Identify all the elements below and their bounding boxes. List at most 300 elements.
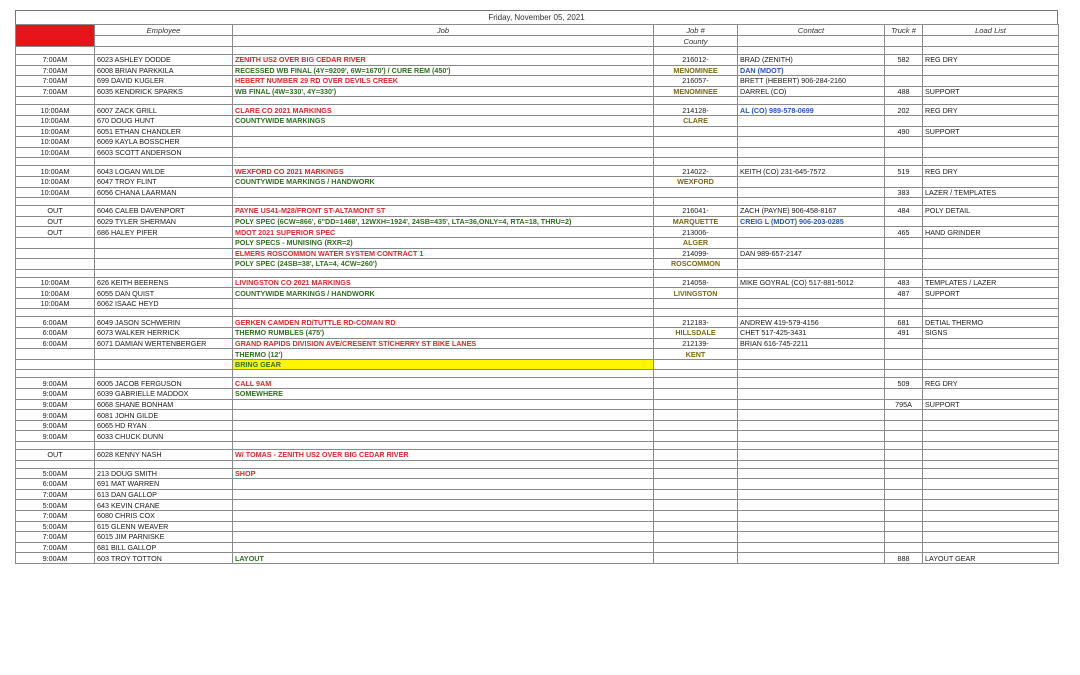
time-cell: 10:00AM — [16, 176, 95, 187]
job-cell: GERKEN CAMDEN RD/TUTTLE RD-COMAN RD — [233, 317, 654, 328]
truck-cell: 795A — [885, 399, 923, 410]
truck-cell — [885, 298, 923, 309]
truck-cell: 383 — [885, 187, 923, 198]
time-cell — [16, 248, 95, 259]
load-list-cell: REG DRY — [923, 105, 1059, 116]
jobnum-cell: 214128- — [654, 105, 738, 116]
job-cell — [233, 97, 654, 105]
contact-cell — [738, 370, 885, 378]
time-cell — [16, 349, 95, 360]
truck-cell: 487 — [885, 288, 923, 299]
job-cell — [233, 399, 654, 410]
time-cell: 9:00AM — [16, 410, 95, 421]
employee-cell: 6029 TYLER SHERMAN — [95, 216, 233, 227]
time-cell: OUT — [16, 216, 95, 227]
load-list-cell — [923, 349, 1059, 360]
employee-cell — [95, 97, 233, 105]
jobnum-cell — [654, 500, 738, 511]
load-list-cell — [923, 521, 1059, 532]
load-list-cell — [923, 460, 1059, 468]
time-cell — [16, 269, 95, 277]
employee-header: Employee — [95, 25, 233, 36]
job-cell — [233, 431, 654, 442]
jobnum-cell — [654, 431, 738, 442]
truck-cell: 490 — [885, 126, 923, 137]
time-cell: 10:00AM — [16, 277, 95, 288]
jobnum-cell: 214022- — [654, 166, 738, 177]
table-row — [16, 147, 1059, 158]
jobnum-cell: MENOMINEE — [654, 86, 738, 97]
contact-cell — [738, 431, 885, 442]
job-cell — [233, 187, 654, 198]
load-list-cell — [923, 431, 1059, 442]
jobnum-cell — [654, 532, 738, 543]
truck-cell — [885, 468, 923, 479]
contact-cell — [738, 309, 885, 317]
truck-cell — [885, 338, 923, 349]
load-list-cell: SUPPORT — [923, 399, 1059, 410]
employee-cell: 6068 SHANE BONHAM — [95, 399, 233, 410]
load-list-cell — [923, 137, 1059, 148]
job-cell: THERMO RUMBLES (475') — [233, 328, 654, 339]
time-cell: 10:00AM — [16, 298, 95, 309]
load-list-cell — [923, 420, 1059, 431]
contact-cell — [738, 298, 885, 309]
job-cell — [233, 442, 654, 450]
load-list-cell — [923, 269, 1059, 277]
time-cell: 6:00AM — [16, 328, 95, 339]
employee-cell: 6055 DAN QUIST — [95, 288, 233, 299]
jobnum-cell — [654, 370, 738, 378]
contact-cell — [738, 126, 885, 137]
job-cell — [233, 479, 654, 490]
spacer-row — [16, 442, 1059, 450]
load-list-cell — [923, 468, 1059, 479]
load-list-cell — [923, 442, 1059, 450]
contact-cell — [738, 500, 885, 511]
table-row — [16, 553, 1059, 564]
employee-cell: 643 KEVIN CRANE — [95, 500, 233, 511]
job-cell: GRAND RAPIDS DIVISION AVE/CRESENT ST/CHERRY ST BIKE LANES — [233, 338, 654, 349]
load-list-cell — [923, 489, 1059, 500]
load-list-cell — [923, 97, 1059, 105]
contact-cell: BRETT (HEBERT) 906-284-2160 — [738, 76, 885, 87]
job-cell: ELMERS ROSCOMMON WATER SYSTEM CONTRACT 1 — [233, 248, 654, 259]
table-row — [16, 86, 1059, 97]
table-row — [16, 399, 1059, 410]
time-cell: 7:00AM — [16, 542, 95, 553]
time-cell: 9:00AM — [16, 420, 95, 431]
job-cell: MDOT 2021 SUPERIOR SPEC — [233, 227, 654, 238]
job-cell — [233, 47, 654, 55]
time-cell — [16, 309, 95, 317]
time-cell: 7:00AM — [16, 86, 95, 97]
load-list-cell — [923, 47, 1059, 55]
time-cell: 9:00AM — [16, 553, 95, 564]
contact-cell — [738, 187, 885, 198]
employee-cell: 6023 ASHLEY DODDE — [95, 55, 233, 66]
spacer-row — [16, 460, 1059, 468]
employee-cell: 6035 KENDRICK SPARKS — [95, 86, 233, 97]
load-list-cell — [923, 542, 1059, 553]
employee-cell: 6081 JOHN GILDE — [95, 410, 233, 421]
time-cell: 10:00AM — [16, 105, 95, 116]
job-cell — [233, 269, 654, 277]
table-row — [16, 176, 1059, 187]
load-list-cell — [923, 115, 1059, 126]
time-cell: 7:00AM — [16, 510, 95, 521]
jobnum-cell — [654, 137, 738, 148]
spacer-row — [16, 97, 1059, 105]
table-row — [16, 237, 1059, 248]
contact-cell — [738, 97, 885, 105]
contact-header: Contact — [738, 25, 885, 36]
time-cell: 5:00AM — [16, 521, 95, 532]
table-row — [16, 206, 1059, 217]
employee-cell — [95, 460, 233, 468]
contact-cell — [738, 288, 885, 299]
spacer-row — [16, 269, 1059, 277]
table-row — [16, 489, 1059, 500]
table-row — [16, 542, 1059, 553]
employee-cell — [95, 442, 233, 450]
load-list-cell — [923, 309, 1059, 317]
truck-cell — [885, 521, 923, 532]
jobnum-cell: 214099- — [654, 248, 738, 259]
employee-cell: 6047 TROY FLINT — [95, 176, 233, 187]
sheet-date: Friday, November 05, 2021 — [15, 10, 1058, 24]
contact-cell — [738, 198, 885, 206]
job-cell — [233, 158, 654, 166]
truck-cell: 582 — [885, 55, 923, 66]
table-row — [16, 521, 1059, 532]
employee-cell — [95, 237, 233, 248]
truck-cell — [885, 542, 923, 553]
jobnum-cell — [654, 489, 738, 500]
job-cell: SOMEWHERE — [233, 389, 654, 400]
truck-cell: 488 — [885, 86, 923, 97]
employee-cell: 6069 KAYLA BOSSCHER — [95, 137, 233, 148]
load-list-cell — [923, 216, 1059, 227]
table-row — [16, 420, 1059, 431]
time-cell — [16, 259, 95, 270]
contact-cell — [738, 237, 885, 248]
job-cell — [233, 298, 654, 309]
spacer-row — [16, 158, 1059, 166]
contact-cell — [738, 158, 885, 166]
job-cell — [233, 420, 654, 431]
table-row — [16, 166, 1059, 177]
employee-cell: 6603 SCOTT ANDERSON — [95, 147, 233, 158]
jobnum-cell: 216057- — [654, 76, 738, 87]
load-list-cell: DETIAL THERMO — [923, 317, 1059, 328]
contact-cell: DAN (MDOT) — [738, 65, 885, 76]
load-list-cell — [923, 158, 1059, 166]
job-cell: CALL 9AM — [233, 378, 654, 389]
jobnum-cell: ALGER — [654, 237, 738, 248]
contact-cell — [738, 349, 885, 360]
contact-cell: ANDREW 419-579-4156 — [738, 317, 885, 328]
county-header: County — [654, 36, 738, 47]
contact-cell — [738, 259, 885, 270]
load-list-cell — [923, 298, 1059, 309]
truck-cell — [885, 389, 923, 400]
job-cell: POLY SPECS - MUNISING (RXR=2) — [233, 237, 654, 248]
jobnum-cell: LIVINGSTON — [654, 288, 738, 299]
load-list-cell: REG DRY — [923, 166, 1059, 177]
job-cell: LAYOUT — [233, 553, 654, 564]
job-cell — [233, 410, 654, 421]
load-list-cell — [923, 450, 1059, 461]
load-list-cell — [923, 176, 1059, 187]
contact-cell: AL (CO) 989-578-0699 — [738, 105, 885, 116]
contact-cell — [738, 399, 885, 410]
truck-cell — [885, 309, 923, 317]
employee-cell: 6039 GABRIELLE MADDOX — [95, 389, 233, 400]
contact-cell — [738, 553, 885, 564]
truck-cell — [885, 532, 923, 543]
job-cell: COUNTYWIDE MARKINGS / HANDWORK — [233, 288, 654, 299]
employee-cell: 603 TROY TOTTON — [95, 553, 233, 564]
contact-cell: ZACH (PAYNE) 906-458-8167 — [738, 206, 885, 217]
time-cell: 10:00AM — [16, 288, 95, 299]
table-row — [16, 338, 1059, 349]
time-cell — [16, 158, 95, 166]
time-cell: 6:00AM — [16, 479, 95, 490]
job-cell: THERMO (12') — [233, 349, 654, 360]
time-cell: OUT — [16, 206, 95, 217]
table-row — [16, 378, 1059, 389]
time-cell: 7:00AM — [16, 65, 95, 76]
employee-cell — [95, 349, 233, 360]
contact-cell — [738, 147, 885, 158]
table-row — [16, 510, 1059, 521]
truck-cell — [885, 97, 923, 105]
job-cell: BRING GEAR — [233, 359, 654, 370]
job-header: Job — [233, 25, 654, 36]
load-list-cell — [923, 65, 1059, 76]
employee-cell: 6051 ETHAN CHANDLER — [95, 126, 233, 137]
contact-cell: KEITH (CO) 231-645-7572 — [738, 166, 885, 177]
employee-cell: 6080 CHRIS COX — [95, 510, 233, 521]
jobnum-cell — [654, 47, 738, 55]
employee-cell: 6056 CHANA LAARMAN — [95, 187, 233, 198]
load-list-cell — [923, 248, 1059, 259]
employee-cell: 6071 DAMIAN WERTENBERGER — [95, 338, 233, 349]
truck-cell — [885, 248, 923, 259]
contact-cell — [738, 410, 885, 421]
jobnum-cell: 216041- — [654, 206, 738, 217]
truck-cell — [885, 137, 923, 148]
truck-cell — [885, 460, 923, 468]
load-list-cell: TEMPLATES / LAZER — [923, 277, 1059, 288]
jobnum-cell — [654, 97, 738, 105]
time-cell — [16, 359, 95, 370]
time-cell — [16, 198, 95, 206]
time-cell: 7:00AM — [16, 532, 95, 543]
load-list-cell: SUPPORT — [923, 288, 1059, 299]
truck-cell — [885, 176, 923, 187]
time-cell: 9:00AM — [16, 399, 95, 410]
header-row-2 — [16, 36, 1059, 47]
truck-cell — [885, 198, 923, 206]
jobnum-cell: ROSCOMMON — [654, 259, 738, 270]
truck-cell — [885, 259, 923, 270]
load-list-cell: SUPPORT — [923, 86, 1059, 97]
table-row — [16, 288, 1059, 299]
jobnum-cell — [654, 298, 738, 309]
contact-cell — [738, 420, 885, 431]
employee-cell: 6007 ZACK GRILL — [95, 105, 233, 116]
time-cell: 9:00AM — [16, 378, 95, 389]
table-row — [16, 328, 1059, 339]
load-list-cell — [923, 259, 1059, 270]
table-row — [16, 105, 1059, 116]
dispatch-sheet — [15, 10, 1058, 564]
job-cell: WEXFORD CO 2021 MARKINGS — [233, 166, 654, 177]
truck-cell — [885, 349, 923, 360]
load-list-cell — [923, 370, 1059, 378]
time-cell — [16, 370, 95, 378]
spacer-row — [16, 309, 1059, 317]
jobnum-cell — [654, 460, 738, 468]
job-cell — [233, 542, 654, 553]
jobnum-cell — [654, 420, 738, 431]
jobnum-cell: 212139- — [654, 338, 738, 349]
table-row — [16, 410, 1059, 421]
job-cell — [233, 532, 654, 543]
job-cell — [233, 309, 654, 317]
contact-cell — [738, 47, 885, 55]
table-row — [16, 431, 1059, 442]
contact-cell: BRIAN 616-745-2211 — [738, 338, 885, 349]
load-list-cell — [923, 338, 1059, 349]
truck-cell: 202 — [885, 105, 923, 116]
employee-cell: 6033 CHUCK DUNN — [95, 431, 233, 442]
truck-cell — [885, 479, 923, 490]
truck-cell — [885, 359, 923, 370]
employee-cell: 699 DAVID KUGLER — [95, 76, 233, 87]
time-cell — [16, 97, 95, 105]
truck-cell — [885, 410, 923, 421]
jobnum-cell — [654, 510, 738, 521]
jobnum-cell — [654, 309, 738, 317]
job-cell — [233, 126, 654, 137]
truck-cell: 465 — [885, 227, 923, 238]
jobnum-cell — [654, 542, 738, 553]
truck-cell — [885, 489, 923, 500]
employee-cell — [95, 158, 233, 166]
employee-cell: 6049 JASON SCHWERIN — [95, 317, 233, 328]
employee-cell — [95, 259, 233, 270]
load-list-cell — [923, 237, 1059, 248]
job-cell: WB FINAL (4W=330', 4Y=330') — [233, 86, 654, 97]
table-row — [16, 248, 1059, 259]
employee-cell: 626 KEITH BEERENS — [95, 277, 233, 288]
load-list-cell — [923, 532, 1059, 543]
contact-cell: MIKE GOYRAL (CO) 517-881-5012 — [738, 277, 885, 288]
employee-cell: 6062 ISAAC HEYD — [95, 298, 233, 309]
contact-cell — [738, 489, 885, 500]
truck-cell — [885, 370, 923, 378]
employee-cell: 615 GLENN WEAVER — [95, 521, 233, 532]
load-list-cell: REG DRY — [923, 55, 1059, 66]
truck-cell — [885, 269, 923, 277]
employee-cell: 6028 KENNY NASH — [95, 450, 233, 461]
truck-cell — [885, 450, 923, 461]
jobnum-cell — [654, 468, 738, 479]
jobnum-cell: 212183- — [654, 317, 738, 328]
load-list-cell — [923, 359, 1059, 370]
truck-cell — [885, 442, 923, 450]
table-row — [16, 317, 1059, 328]
load-list-header: Load List — [923, 25, 1059, 36]
contact-cell — [738, 115, 885, 126]
truck-cell — [885, 500, 923, 511]
contact-cell — [738, 521, 885, 532]
jobnum-cell — [654, 521, 738, 532]
time-cell: 6:00AM — [16, 317, 95, 328]
job-cell — [233, 500, 654, 511]
jobnum-cell — [654, 378, 738, 389]
employee-cell: 6008 BRIAN PARKKILA — [95, 65, 233, 76]
employee-cell: 213 DOUG SMITH — [95, 468, 233, 479]
time-cell: 10:00AM — [16, 115, 95, 126]
time-cell: 6:00AM — [16, 338, 95, 349]
employee-cell: 670 DOUG HUNT — [95, 115, 233, 126]
truck-cell — [885, 147, 923, 158]
truck-cell — [885, 47, 923, 55]
table-row — [16, 137, 1059, 148]
contact-cell — [738, 510, 885, 521]
employee-cell — [95, 248, 233, 259]
job-cell: POLY SPEC (6CW=866', 6"DD=1468', 12WXH=1924', 24SB=435', LTA=36,ONLY=4, RTA=18, THRU=2) — [233, 216, 654, 227]
jobnum-cell — [654, 269, 738, 277]
jobnum-cell: 213006- — [654, 227, 738, 238]
job-cell: COUNTYWIDE MARKINGS / HANDWORK — [233, 176, 654, 187]
contact-cell: CREIG L (MDOT) 906-203-0285 — [738, 216, 885, 227]
time-cell: 10:00AM — [16, 187, 95, 198]
employee-cell: 686 HALEY PIFER — [95, 227, 233, 238]
truck-cell — [885, 237, 923, 248]
truck-cell — [885, 216, 923, 227]
table-row — [16, 389, 1059, 400]
time-cell — [16, 442, 95, 450]
contact-cell — [738, 442, 885, 450]
contact-cell — [738, 532, 885, 543]
load-list-cell — [923, 479, 1059, 490]
contact-cell — [738, 378, 885, 389]
time-cell: 10:00AM — [16, 137, 95, 148]
load-list-cell — [923, 500, 1059, 511]
table-row — [16, 532, 1059, 543]
table-row — [16, 450, 1059, 461]
employee-cell: 6015 JIM PARNISKE — [95, 532, 233, 543]
jobnum-cell — [654, 158, 738, 166]
table-row — [16, 298, 1059, 309]
employee-cell — [95, 47, 233, 55]
job-cell — [233, 147, 654, 158]
load-list-cell — [923, 510, 1059, 521]
contact-cell: DAN 989-657-2147 — [738, 248, 885, 259]
contact-cell — [738, 479, 885, 490]
spacer-row — [16, 198, 1059, 206]
employee-cell: 6043 LOGAN WILDE — [95, 166, 233, 177]
job-cell: LIVINGSTON CO 2021 MARKINGS — [233, 277, 654, 288]
jobnum-cell: CLARE — [654, 115, 738, 126]
jobnum-cell — [654, 389, 738, 400]
contact-cell — [738, 389, 885, 400]
